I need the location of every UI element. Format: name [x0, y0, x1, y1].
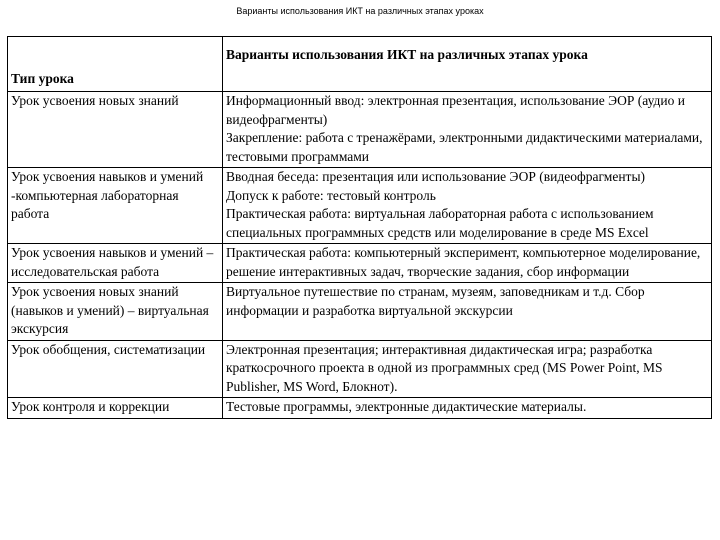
variant-line: Виртуальное путешествие по странам, музеям, заповедникам и т.д. Сбор информации и разработка виртуальной экскурсии	[226, 284, 645, 318]
variant-line: Закрепление: работа с тренажёрами, электронными дидактическими материалами, тестовыми программами	[226, 130, 703, 164]
variant-line: Электронная презентация; интерактивная дидактическая игра; разработка краткосрочного проекта в одной из программных сред (MS Power Point, MS Publisher, MS Word, Блокнот).	[226, 341, 663, 394]
ict-usage-table	[7, 36, 712, 419]
variant-line: Информационный ввод: электронная презентация, использование ЭОР (аудио и видеофрагменты)	[226, 93, 685, 127]
lesson-type-cell: Урок усвоения навыков и умений – исследовательская работа	[8, 244, 223, 283]
table-row	[8, 340, 712, 398]
table-row	[8, 244, 712, 283]
variants-cell	[223, 283, 712, 341]
variants-cell	[223, 244, 712, 283]
lesson-type-cell: Урок усвоения новых знаний (навыков и умений) – виртуальная экскурсия	[8, 283, 223, 341]
variant-line: Вводная беседа: презентация или использование ЭОР (видеофрагменты)	[226, 169, 646, 184]
variants-cell	[223, 92, 712, 168]
variant-line: Тестовые программы, электронные дидактические материалы.	[226, 399, 587, 414]
lesson-type-cell: Урок усвоения навыков и умений -компьютерная лабораторная работа	[8, 168, 223, 244]
header-lesson-type: Тип урока	[8, 37, 223, 92]
page-title: Варианты использования ИКТ на различных этапах уроках	[236, 6, 484, 16]
variants-cell	[223, 398, 712, 419]
table-row	[8, 92, 712, 168]
variant-line: Практическая работа: компьютерный эксперимент, компьютерное моделирование, решение интерактивных задач, творческие задания, сбор информации	[226, 245, 701, 279]
variants-cell	[223, 340, 712, 398]
lesson-type-cell: Урок обобщения, систематизации	[8, 340, 223, 398]
lesson-type-cell: Урок контроля и коррекции	[8, 398, 223, 419]
lesson-type-cell: Урок усвоения новых знаний	[8, 92, 223, 168]
table-row	[8, 168, 712, 244]
table-header-row	[8, 37, 712, 92]
table-row	[8, 283, 712, 341]
table-row	[8, 398, 712, 419]
variants-cell	[223, 168, 712, 244]
header-ict-variants: Варианты использования ИКТ на различных этапах урока	[223, 37, 712, 92]
variant-line: Практическая работа: виртуальная лабораторная работа с использованием специальных программных средств или моделирование в среде MS Excel	[226, 206, 654, 240]
variant-line: Допуск к работе: тестовый контроль	[226, 187, 436, 203]
